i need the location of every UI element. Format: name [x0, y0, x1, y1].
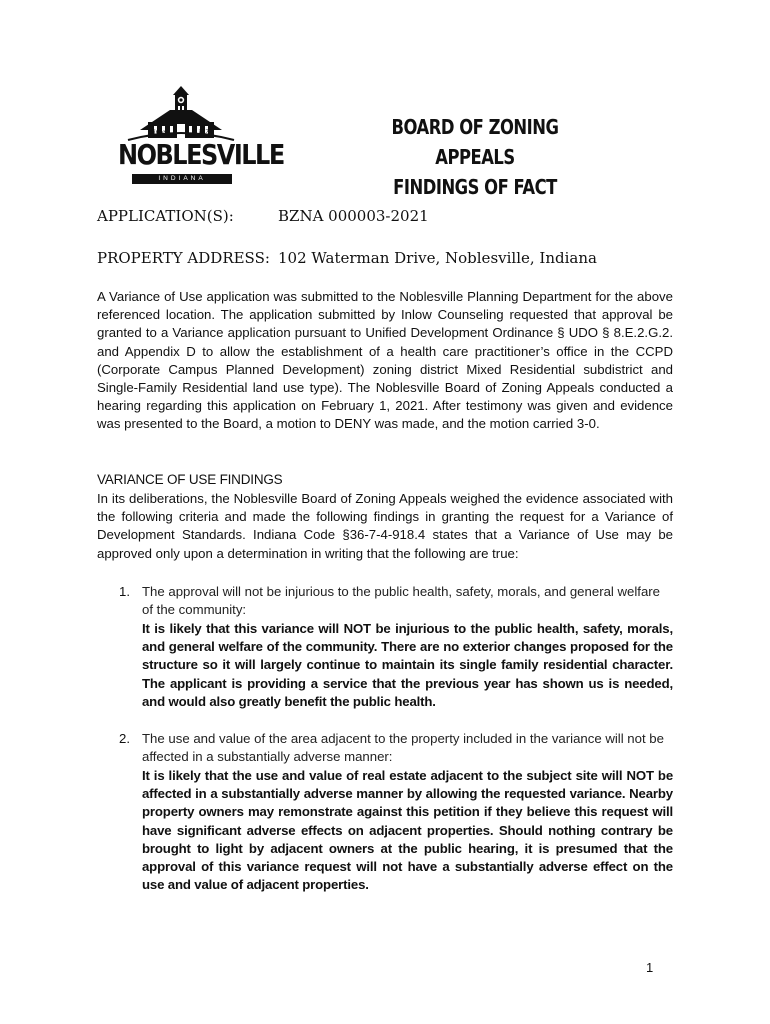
clock-tower-icon: [118, 86, 244, 146]
item-number: 1.: [119, 584, 130, 599]
logo-since: Since: [150, 128, 166, 136]
address-label: PROPERTY ADDRESS:: [97, 249, 270, 267]
page-number: 1: [646, 960, 654, 975]
logo-state-band: INDIANA: [132, 174, 232, 184]
title-line-2: FINDINGS OF FACT: [393, 175, 557, 199]
application-label: APPLICATION(S):: [97, 207, 234, 225]
item-number: 2.: [119, 731, 130, 746]
item-criterion: The approval will not be injurious to the public health, safety, morals, and general welfare of the community:: [142, 584, 661, 618]
intro-paragraph: A Variance of Use application was submitted to the Noblesville Planning Department for the above referenced location. The application submitted by Inlow Counseling requested that approval be granted to a Variance application pursuant to Unified Development Ordinance § UDO § 8.E.2.G.2. and Appendix D to allow the establishment of a health care practitioner’s office in the CCPD (Corporate Campus Planned Development) zoning district Mixed Residential subdistrict and Single-Family Residential land use type). The Noblesville Board of Zoning Appeals conducted a hearing regarding this application on February 1, 2021. After testimony was given and evidence was presented to the Board, a motion to DENY was made, and the motion carried 3-0.: [97, 289, 673, 432]
logo-wordmark: NOBLESVILLE: [118, 138, 284, 172]
document-title: [373, 112, 578, 202]
logo-year: 1823: [198, 128, 212, 136]
noblesville-logo: [118, 86, 284, 188]
address-value: 102 Waterman Drive, Noblesville, Indiana: [278, 249, 597, 267]
application-value: BZNA 000003-2021: [278, 207, 429, 225]
findings-heading: VARIANCE OF USE FINDINGS: [97, 472, 283, 487]
item-finding: It is likely that the use and value of real estate adjacent to the subject site will NOT be affected in a substantially adverse manner by allowing the requested variance. Nearby property owners may remonstrate against this petition if they believe this request will have significant adverse effects on adjacent properties. Should nothing contrary be brought to light by adjacent owners at the public hearing, it is presumed that the approval of this variance request will not have a substantially adverse effect on the use and value of adjacent properties.: [142, 768, 673, 893]
title-line-1: BOARD OF ZONING APPEALS: [391, 115, 559, 169]
item-criterion: The use and value of the area adjacent to the property included in the variance will not be affected in a substantially adverse manner:: [142, 731, 664, 765]
item-finding: It is likely that this variance will NOT be injurious to the public health, safety, morals, and general welfare of the community. There are no exterior changes proposed for the structure so it will largely continue to maintain its single family residential character. The applicant is providing a service that the previous year has shown us is needed, and would also greatly benefit the public health.: [142, 621, 673, 709]
findings-intro: In its deliberations, the Noblesville Board of Zoning Appeals weighed the evidence associated with the following criteria and made the following findings in granting the request for a Variance of Development Standards. Indiana Code §36-7-4-918.4 states that a Variance of Use may be approved only upon a determination in writing that the following are true:: [97, 491, 673, 561]
